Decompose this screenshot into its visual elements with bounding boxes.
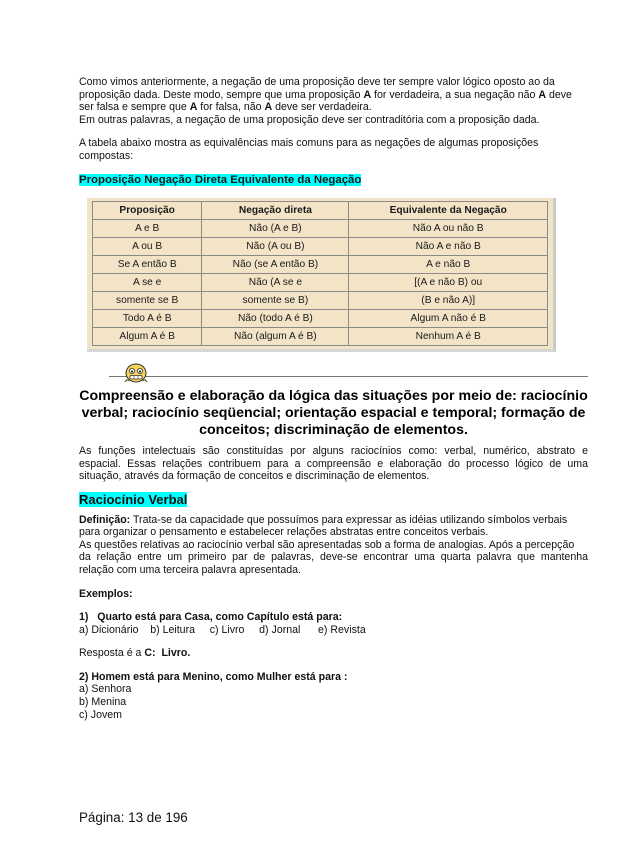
question-1-options: a) Dicionário b) Leitura c) Livro d) Jornal e) Revista — [79, 623, 366, 636]
table-cell: A ou B — [93, 238, 202, 256]
section-heading: Compreensão e elaboração da lógica das situações por meio de: raciocínio verbal; raciocínio seqüencial; orientação espacial e temporal; formação de conceitos; discriminação de elementos. — [79, 388, 588, 439]
definition-line-3: As questões relativas ao raciocínio verbal são apresentadas sob a forma de analogias. Após a percepção — [79, 538, 575, 551]
table-header-row — [93, 202, 548, 220]
definition-line-5: relação com uma terceira palavra apresentada. — [79, 563, 301, 576]
table-cell: Não (A ou B) — [202, 238, 349, 256]
answer-line: Resposta é a C: Livro. — [79, 647, 191, 660]
page-footer: Página: 13 de 196 — [79, 810, 188, 825]
table-row — [93, 238, 548, 256]
header-proposicao: Proposição — [93, 202, 202, 220]
table-cell: Não A e não B — [349, 238, 548, 256]
negation-table-image — [87, 198, 556, 352]
table-cell: A e não B — [349, 256, 548, 274]
table-cell: [(A e não B) ou — [349, 274, 548, 292]
smiley-mascot-icon — [119, 362, 153, 386]
intro-line-5: A tabela abaixo mostra as equivalências mais comuns para as negações de algumas proposições — [79, 137, 539, 150]
intro-line-2: proposição dada. Deste modo, sempre que uma proposição A for verdadeira, a sua negação não A deve — [79, 88, 572, 101]
table-row — [93, 328, 548, 346]
intro-line-1: Como vimos anteriormente, a negação de uma proposição deve ter sempre valor lógico oposto ao da — [79, 76, 555, 88]
table-cell: Não (todo A é B) — [202, 310, 349, 328]
definition-line-2: para organizar o pensamento e estabelecer relações abstratas entre conceitos verbais. — [79, 526, 489, 539]
verbal-section-title: Raciocínio Verbal — [79, 491, 188, 507]
table-cell: A e B — [93, 220, 202, 238]
table-cell: Algum A não é B — [349, 310, 548, 328]
table-cell: Não (A e B) — [202, 220, 349, 238]
intro-line-6: compostas: — [79, 149, 134, 162]
definition-line-1: Definição: Trata-se da capacidade que possuímos para expressar as idéias utilizando símbolos verbais — [79, 513, 568, 526]
table-cell: Algum A é B — [93, 328, 202, 346]
table-cell: somente se B) — [202, 292, 349, 310]
table-row — [93, 292, 548, 310]
table-cell: Todo A é B — [93, 310, 202, 328]
definition-line-4: da relação entre um primeiro par de palavras, deve-se encontrar uma quarta palavra que mantenha — [79, 551, 588, 564]
intro-line-4: Em outras palavras, a negação de uma proposição deve ser contraditória com a proposição dada. — [79, 113, 540, 126]
table-cell: Não A ou não B — [349, 220, 548, 238]
intro-line-3: ser falsa e sempre que A for falsa, não A deve ser verdadeira. — [79, 101, 372, 114]
table-cell: somente se B — [93, 292, 202, 310]
table-cell: Não (A se e — [202, 274, 349, 292]
table-heading: Proposição Negação Direta Equivalente da Negação — [79, 173, 362, 186]
table-row — [93, 274, 548, 292]
negation-table — [92, 201, 548, 346]
section-intro-line-1: As funções intelectuais são constituídas por alguns raciocínios como: verbal, numérico, abstrato e — [79, 445, 588, 458]
section-intro-line-3: situação, através da formação de conceitos e discriminação de elementos. — [79, 470, 430, 483]
question-2-option-a: a) Senhora — [79, 683, 132, 696]
section-divider — [79, 362, 588, 384]
table-cell: Se A então B — [93, 256, 202, 274]
examples-label: Exemplos: — [79, 587, 133, 600]
table-row — [93, 310, 548, 328]
header-equivalente: Equivalente da Negação — [349, 202, 548, 220]
table-cell: A se e — [93, 274, 202, 292]
table-row — [93, 256, 548, 274]
question-2: 2) Homem está para Menino, como Mulher está para : — [79, 670, 348, 683]
table-row — [93, 220, 548, 238]
table-cell: Nenhum A é B — [349, 328, 548, 346]
document-page — [79, 76, 588, 721]
header-negacao-direta: Negação direta — [202, 202, 349, 220]
question-2-option-b: b) Menina — [79, 696, 127, 709]
table-cell: Não (algum A é B) — [202, 328, 349, 346]
divider-line — [109, 376, 588, 377]
table-cell: (B e não A)] — [349, 292, 548, 310]
table-cell: Não (se A então B) — [202, 256, 349, 274]
question-1: 1) Quarto está para Casa, como Capítulo está para: — [79, 611, 343, 624]
question-2-option-c: c) Jovem — [79, 708, 122, 721]
section-intro-line-2: espacial. Essas relações contribuem para a compreensão e elaboração do processo lógico de uma — [79, 457, 588, 470]
